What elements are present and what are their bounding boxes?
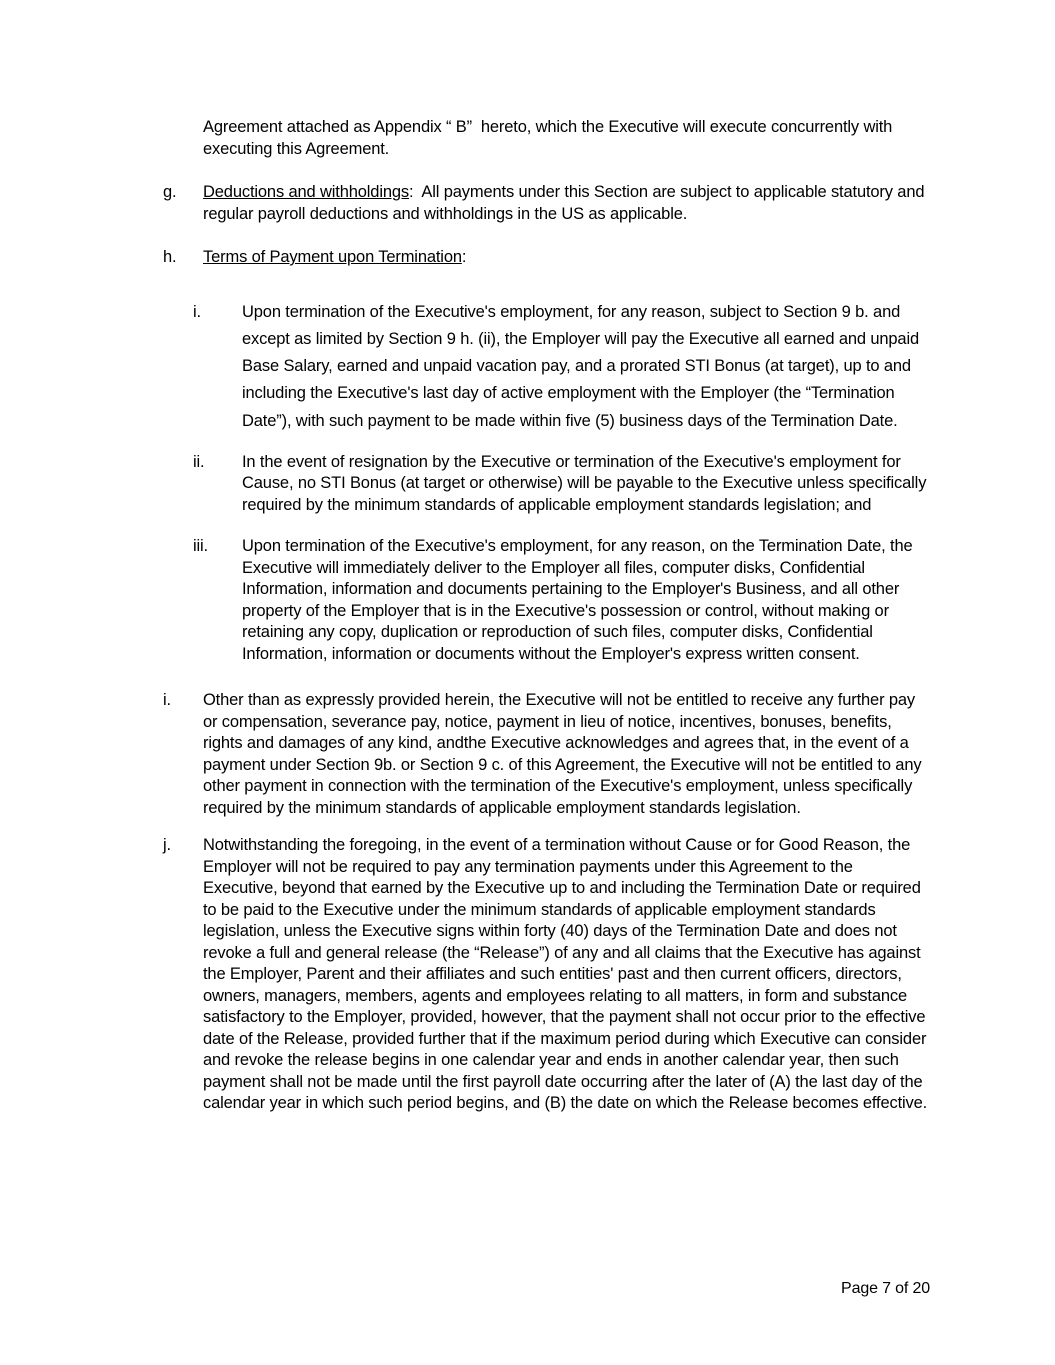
sub-item-iii-marker: iii. xyxy=(193,537,208,556)
item-i-marker: i. xyxy=(163,691,171,710)
item-h-marker: h. xyxy=(163,248,177,266)
sub-item-iii-text: Upon termination of the Executive's employment, for any reason, on the Termination Date, the Executive will immediately deliver to the Employer all files, computer disks, Confidential Information, information and documents pertaining to the Employer's Business, and all other property of the Employer that is in the Executive's possession or control, without making or retaining any copy, duplication or reproduction of such files, computer disks, Confidential Information, information or documents without the Employer's express written consent. xyxy=(242,537,917,663)
item-g-text: : All payments under this Section are subject to applicable statutory and regular payroll deductions and withholdings in the US as applicable. xyxy=(203,183,929,223)
intro-paragraph: Agreement attached as Appendix “ B” hereto, which the Executive will execute concurrently with executing this Agreement. xyxy=(203,118,897,158)
item-g-body xyxy=(203,182,930,225)
item-j xyxy=(163,835,930,1115)
document-content xyxy=(163,117,930,1115)
sub-item-i-marker: i. xyxy=(193,302,201,321)
sub-item-ii-text: In the event of resignation by the Executive or termination of the Executive's employment for Cause, no STI Bonus (at target or otherwise) will be payable to the Executive unless specifically required by the minimum standards of applicable employment standards legislation; and xyxy=(242,452,931,514)
item-h-title: Terms of Payment upon Termination xyxy=(203,248,462,266)
item-j-text: Notwithstanding the foregoing, in the event of a termination without Cause or for Good Reason, the Employer will not be required to pay any termination payments under this Agreement to the Executive, beyond that earned by the Executive up to and including the Termination Date or required to be paid to the Executive under the minimum standards of applicable employment standards legislation, unless the Executive signs within forty (40) days of the Termination Date and does not revoke a full and general release (the “Release”) of any and all claims that the Executive has against the Employer, Parent and their affiliates and such entities' past and then current officers, directors, owners, managers, members, agents and employees relating to all matters, in form and substance satisfactory to the Employer, provided, however, that the payment shall not occur prior to the effective date of the Release, provided further that if the maximum period during which Executive can consider and revoke the release begins in one calendar year and ends in another calendar year, then such payment shall not be made until the first payroll date occurring after the later of (A) the last day of the calendar year in which such period begins, and (B) the date on which the Release becomes effective. xyxy=(203,836,931,1113)
sub-item-ii xyxy=(193,452,930,517)
item-h-body xyxy=(203,247,930,269)
sub-item-i xyxy=(193,299,930,435)
item-g xyxy=(163,182,930,225)
item-i xyxy=(163,690,930,819)
sub-item-ii-marker: ii. xyxy=(193,452,205,471)
sub-item-i-text: Upon termination of the Executive's employment, for any reason, subject to Section 9 b. and except as limited by Section 9 h. (ii), the Employer will pay the Executive all earned and unpaid Base Salary, earned and unpaid vacation pay, and a prorated STI Bonus (at target), up to and including the Executive's last day of active employment with the Employer (the “Termination Date”), with such payment to be made within five (5) business days of the Termination Date. xyxy=(242,302,924,430)
item-h-text: : xyxy=(461,248,467,266)
item-h xyxy=(163,247,930,269)
page-number: Page 7 of 20 xyxy=(841,1280,930,1297)
item-g-title: Deductions and withholdings xyxy=(203,183,410,201)
item-g-marker: g. xyxy=(163,183,177,201)
item-i-text: Other than as expressly provided herein, the Executive will not be entitled to receive any further pay or compensation, severance pay, notice, payment in lieu of notice, incentives, bonuses, benefits, rights and damages of any kind, andthe Executive acknowledges and agrees that, in the event of a payment under Section 9b. or Section 9 c. of this Agreement, the Executive will not be entitled to any other payment in connection with the termination of the Executive's employment, unless specifically required by the minimum standards of applicable employment standards legislation. xyxy=(203,691,926,817)
sub-item-iii xyxy=(193,536,930,665)
item-j-marker: j. xyxy=(163,836,171,855)
